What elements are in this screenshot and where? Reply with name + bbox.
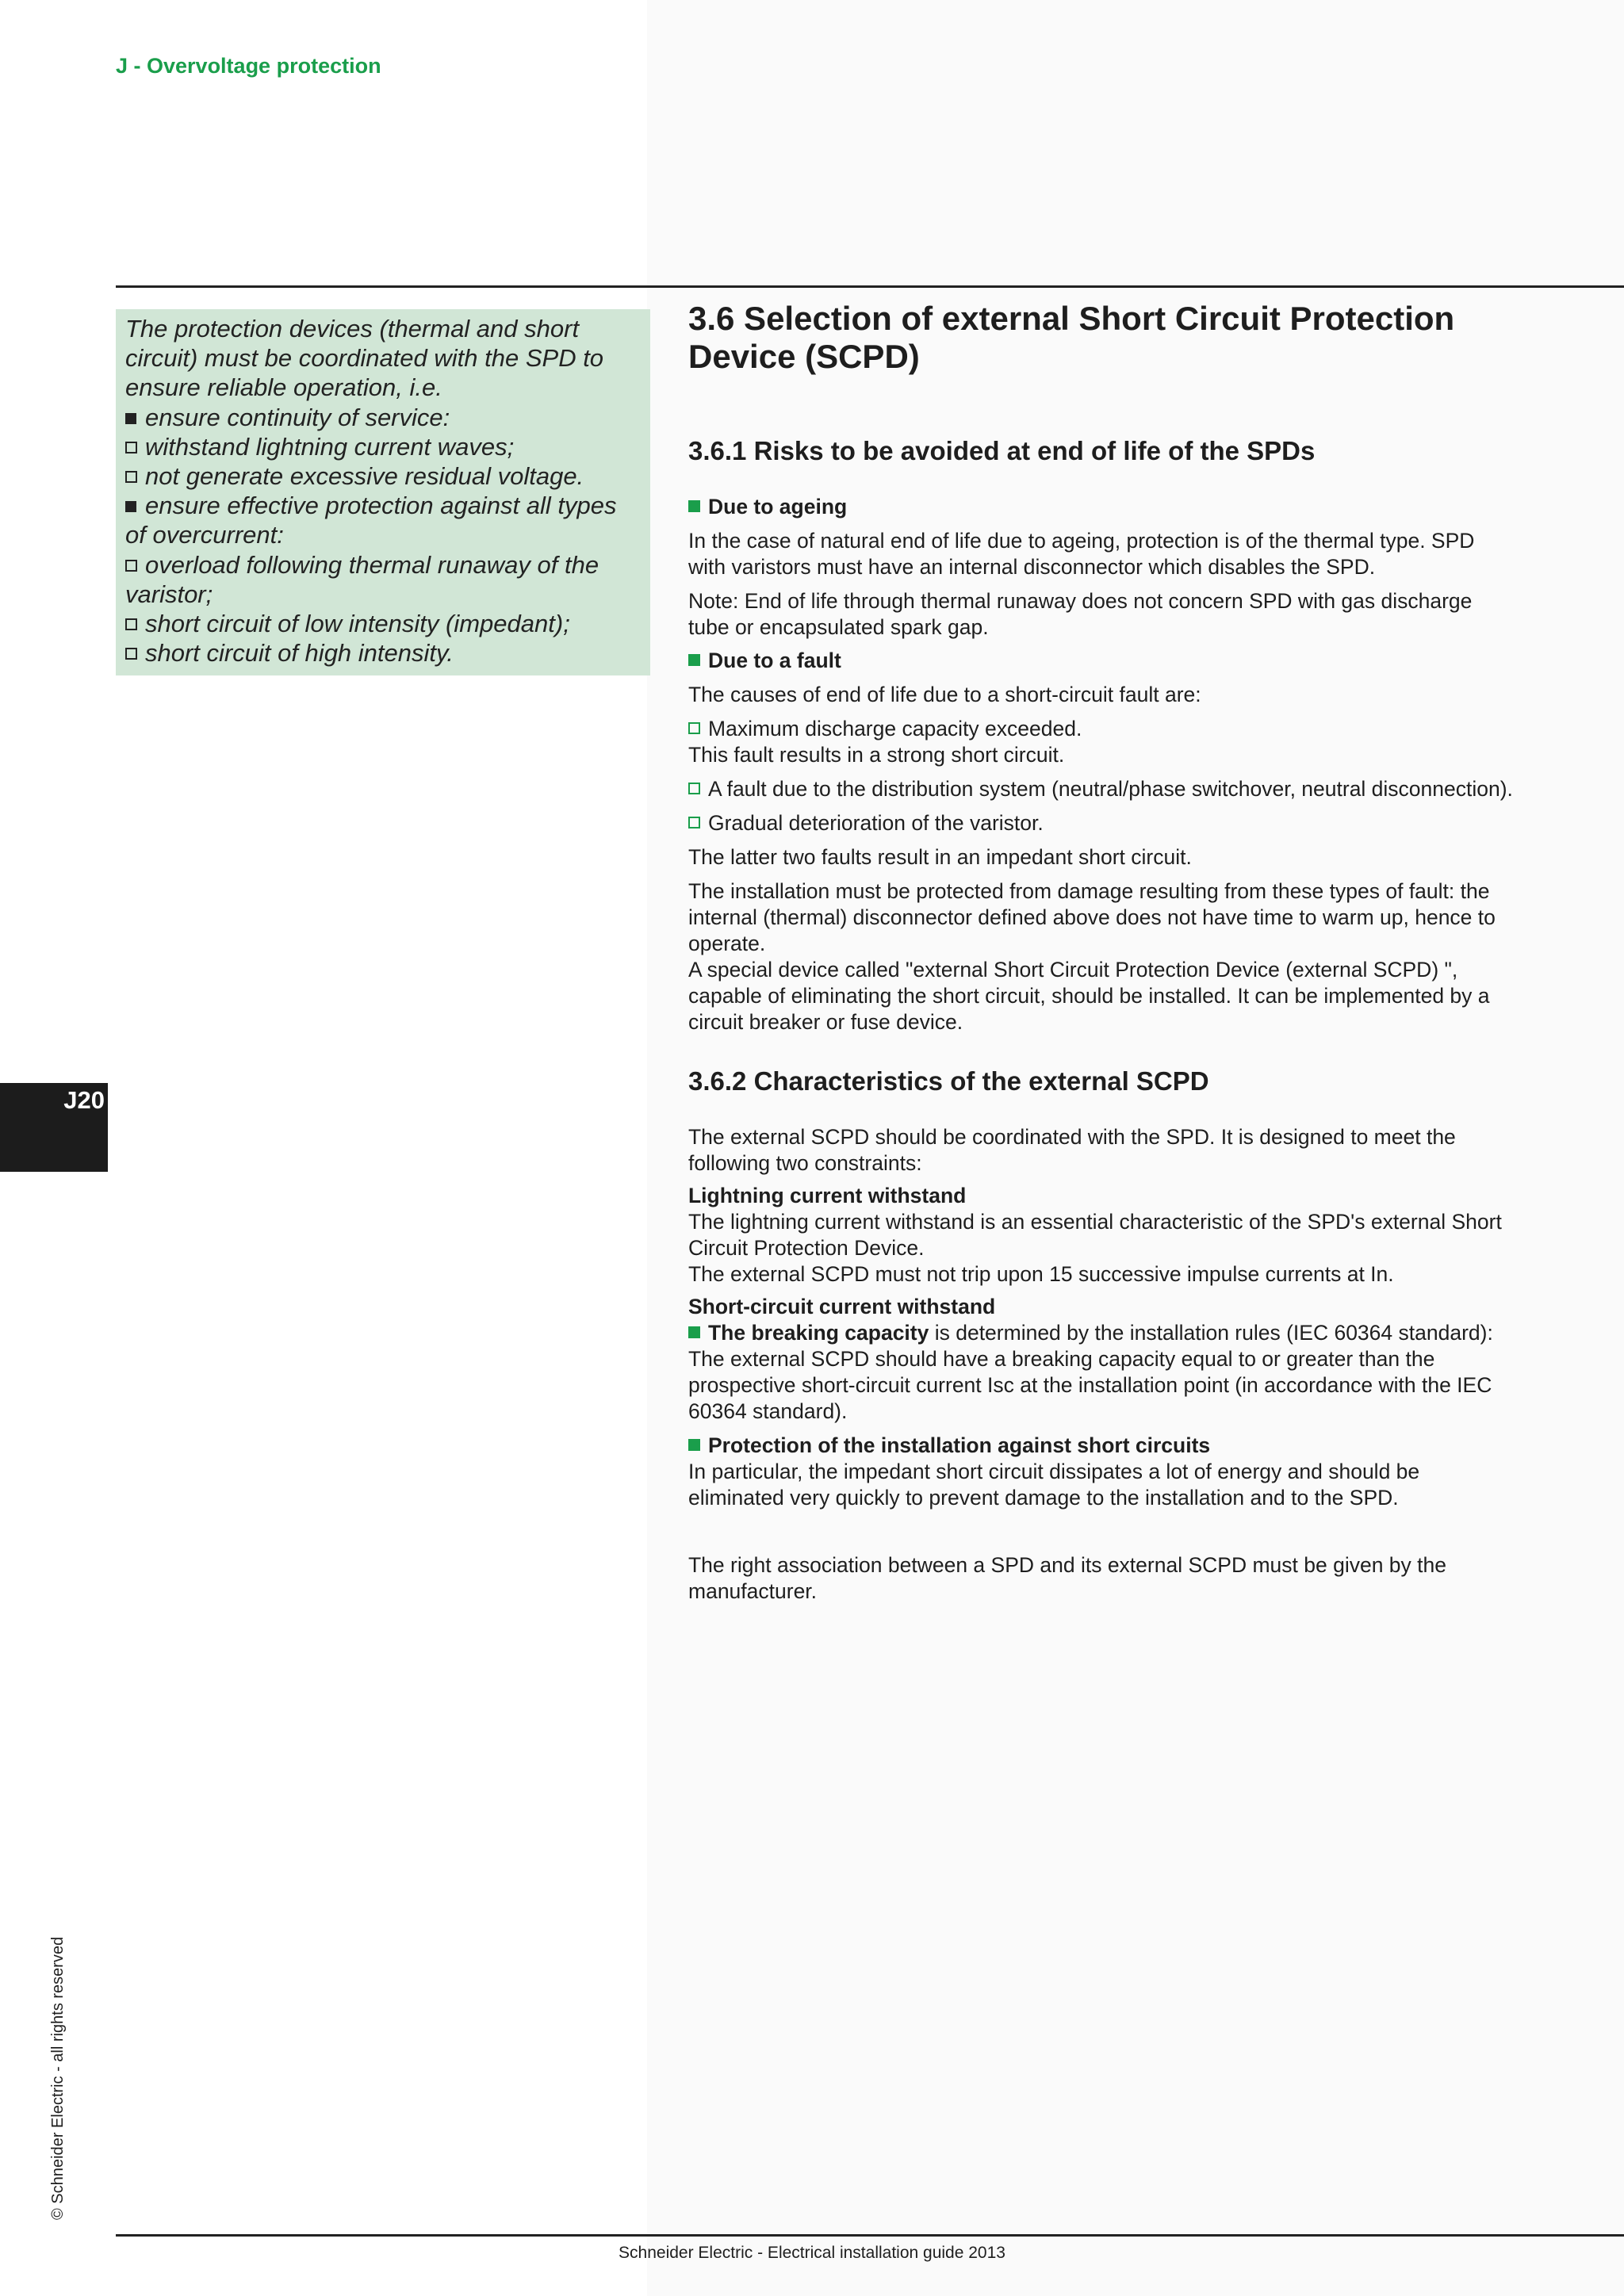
section-title: 3.6 Selection of external Short Circuit Protection Device (SCPD) [688, 300, 1455, 375]
footer: Schneider Electric - Electrical installation guide 2013 [619, 2244, 1005, 2262]
subsection-title: 3.6.2 Characteristics of the external SCPD [688, 1066, 1209, 1096]
sidebar-item: ensure continuity of service: [125, 403, 641, 432]
sidebar-item: withstand lightning current waves; [125, 432, 641, 461]
filled-square-bullet-icon [125, 413, 136, 424]
open-square-bullet-icon [125, 560, 137, 572]
bullet-heading: Protection of the installation against short circuits [688, 1433, 1513, 1459]
sidebar-intro: The protection devices (thermal and short circuit) must be coordinated with the SPD to ensure reliable operation, i.e. [125, 315, 604, 402]
open-square-bullet-icon [688, 783, 700, 794]
open-square-bullet-icon [125, 618, 137, 630]
open-square-bullet-icon [688, 817, 700, 828]
sidebar-summary [116, 309, 650, 675]
top-rule [116, 285, 1624, 288]
open-square-bullet-icon [125, 442, 137, 453]
paragraph: The right association between a SPD and its external SCPD must be given by the manufacturer. [688, 1553, 1446, 1603]
copyright-notice: © Schneider Electric - all rights reserved [49, 1936, 67, 2220]
paragraph: The lightning current withstand is an essential characteristic of the SPD's external Short Circuit Protection Device. [688, 1210, 1502, 1260]
paragraph: The installation must be protected from damage resulting from these types of fault: the internal (thermal) disconnector defined above does not have time to warm up, hence to operate. [688, 879, 1496, 955]
bullet-heading: Due to a fault [688, 648, 1513, 674]
main-content [688, 300, 1513, 1605]
bottom-rule [116, 2234, 1624, 2237]
paragraph: This fault results in a strong short circuit. [688, 743, 1065, 767]
list-item: Maximum discharge capacity exceeded. [688, 716, 1513, 742]
sidebar-item: overload following thermal runaway of the varistor; [125, 550, 599, 608]
sidebar-item: short circuit of low intensity (impedant); [125, 609, 641, 638]
filled-square-bullet-icon [125, 501, 136, 512]
list-item: Gradual deterioration of the varistor. [688, 810, 1513, 836]
open-square-bullet-icon [688, 722, 700, 734]
paragraph: In particular, the impedant short circuit dissipates a lot of energy and should be eliminated very quickly to prevent damage to the installation and to the SPD. [688, 1460, 1420, 1510]
paragraph: The latter two faults result in an impedant short circuit. [688, 845, 1192, 869]
note: Note: End of life through thermal runaway does not concern SPD with gas discharge tube or encapsulated spark gap. [688, 589, 1473, 639]
paragraph: A special device called "external Short Circuit Protection Device (external SCPD) ", capable of eliminating the short circuit, should be installed. It can be implemented by a circuit breaker or fuse device. [688, 958, 1490, 1034]
list-item: The breaking capacity is determined by the installation rules (IEC 60364 standard): [688, 1320, 1513, 1346]
paragraph: The external SCPD should have a breaking capacity equal to or greater than the prospective short-circuit current Isc at the installation point (in accordance with the IEC 60364 standard). [688, 1347, 1492, 1423]
page-tab [0, 1083, 108, 1172]
open-square-bullet-icon [125, 648, 137, 660]
header-title: J - Overvoltage protection [116, 54, 381, 78]
subheading: Lightning current withstand [688, 1184, 967, 1207]
list-item: A fault due to the distribution system (neutral/phase switchover, neutral disconnection). [688, 776, 1513, 802]
sidebar-item: not generate excessive residual voltage. [125, 461, 641, 491]
green-square-bullet-icon [688, 1326, 700, 1338]
green-square-bullet-icon [688, 654, 700, 666]
paragraph: The external SCPD must not trip upon 15 successive impulse currents at In. [688, 1262, 1394, 1286]
sidebar-item: short circuit of high intensity. [125, 638, 641, 668]
sidebar-item: ensure effective protection against all types of overcurrent: [125, 492, 617, 549]
green-square-bullet-icon [688, 500, 700, 512]
paragraph: In the case of natural end of life due to ageing, protection is of the thermal type. SPD with varistors must have an internal disconnector which disables the SPD. [688, 529, 1475, 579]
open-square-bullet-icon [125, 471, 137, 483]
paragraph: The causes of end of life due to a short-circuit fault are: [688, 683, 1201, 706]
green-square-bullet-icon [688, 1439, 700, 1451]
subsection-title: 3.6.1 Risks to be avoided at end of life of the SPDs [688, 436, 1316, 465]
paragraph: The external SCPD should be coordinated with the SPD. It is designed to meet the following two constraints: [688, 1125, 1456, 1175]
subheading: Short-circuit current withstand [688, 1295, 996, 1318]
bullet-heading: Due to ageing [688, 494, 1513, 520]
page-number: J20 [63, 1086, 105, 1114]
